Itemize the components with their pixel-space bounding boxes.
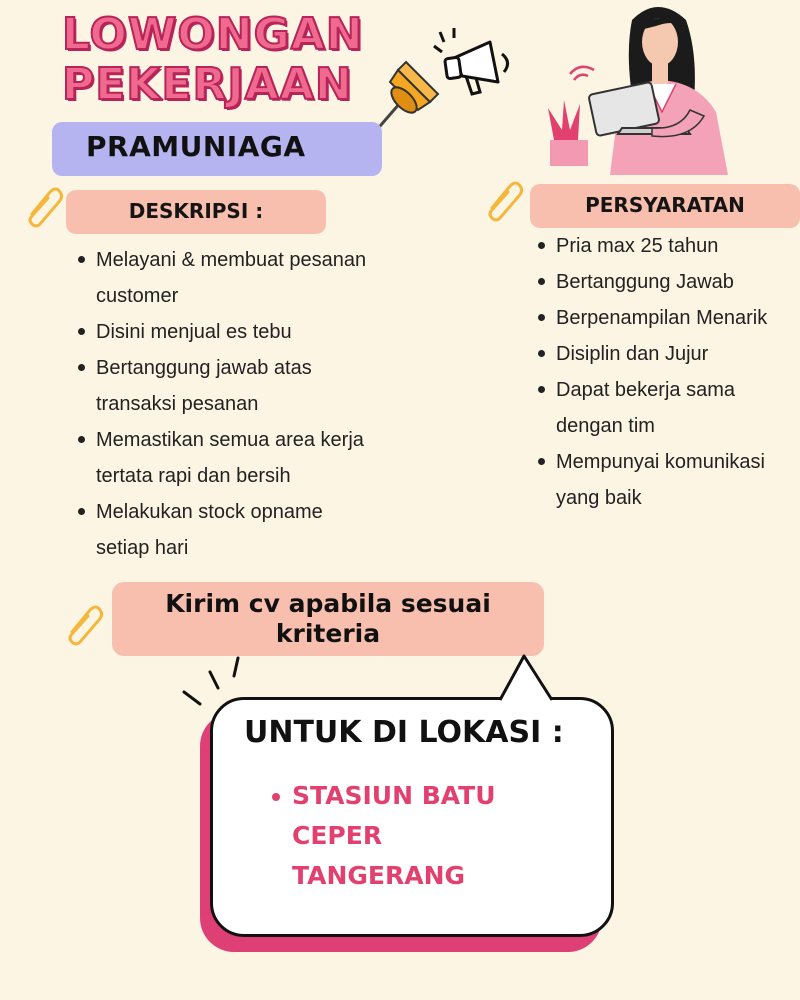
deskripsi-header: [66, 190, 326, 234]
list-item: Melakukan stock opname setiap hari: [76, 494, 376, 566]
paperclip-icon: [62, 602, 106, 646]
paperclip-icon: [22, 184, 66, 228]
megaphone-icon: [432, 28, 518, 104]
page-title: [62, 10, 364, 110]
deskripsi-list: [76, 242, 376, 566]
kirim-cv-banner: [112, 582, 544, 656]
role-banner: [52, 122, 382, 176]
deskripsi-heading: DESKRIPSI :: [128, 199, 264, 223]
list-item: Pria max 25 tahun: [536, 228, 800, 264]
list-item: Disiplin dan Jujur: [536, 336, 800, 372]
title-line-2: PEKERJAAN: [62, 59, 353, 110]
kirim-line-2: kriteria: [275, 619, 381, 648]
list-item: Disini menjual es tebu: [76, 314, 376, 350]
persyaratan-heading: PERSYARATAN: [585, 193, 745, 217]
list-item: Bertanggung Jawab: [536, 264, 800, 300]
title-line-1: LOWONGAN: [62, 9, 364, 60]
lokasi-line-text: STASIUN BATU: [292, 781, 496, 810]
woman-with-laptop-illustration: [540, 0, 760, 175]
paperclip-icon: [482, 178, 526, 222]
list-item: Memastikan semua area kerja tertata rapi dan bersih: [76, 422, 376, 494]
list-item: Mempunyai komunikasi yang baik: [536, 444, 800, 516]
kirim-line-1: Kirim cv apabila sesuai: [165, 589, 491, 618]
lokasi-heading: UNTUK DI LOKASI :: [244, 715, 564, 750]
persyaratan-header: [530, 184, 800, 228]
role-label: PRAMUNIAGA: [86, 130, 306, 163]
persyaratan-list: [536, 228, 800, 516]
bullet-icon: [272, 793, 280, 801]
list-item: Bertanggung jawab atas transaksi pesanan: [76, 350, 376, 422]
lokasi-line: TANGERANG: [292, 861, 466, 890]
list-item: Dapat bekerja sama dengan tim: [536, 372, 800, 444]
kirim-cv-text: [112, 589, 544, 649]
list-item: Melayani & membuat pesanan customer: [76, 242, 376, 314]
lokasi-line: [272, 776, 496, 816]
lokasi-line: CEPER: [292, 821, 383, 850]
bubble-tail: [494, 654, 564, 704]
lokasi-list: [272, 776, 496, 896]
list-item: Berpenampilan Menarik: [536, 300, 800, 336]
